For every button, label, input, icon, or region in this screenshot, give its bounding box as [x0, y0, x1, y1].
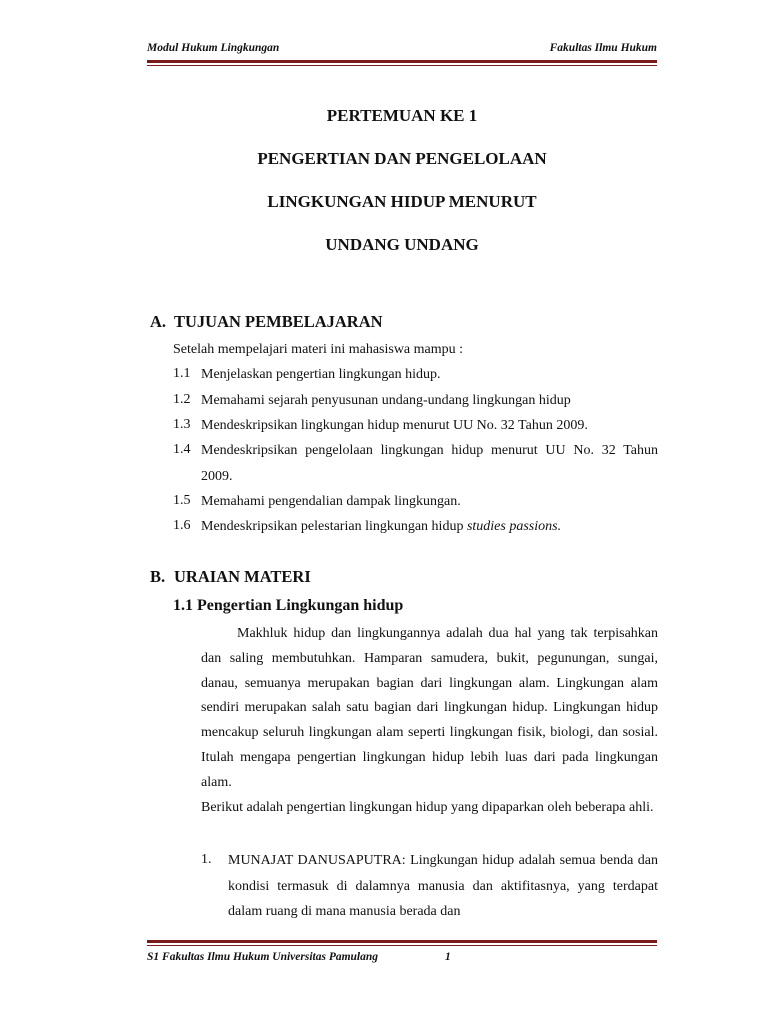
- chapter-title-line-3: UNDANG UNDANG: [325, 235, 479, 254]
- objective-number: 1.5: [173, 493, 191, 508]
- expert-item: [201, 848, 658, 925]
- objective-text: Memahami pengendalian dampak lingkungan.: [201, 494, 461, 509]
- header-module-title: Modul Hukum Lingkungan: [147, 42, 280, 54]
- objective-item: [173, 438, 658, 489]
- objective-number: 1.4: [173, 442, 191, 457]
- footer-institution: S1 Fakultas Ilmu Hukum Universitas Pamulang: [147, 951, 379, 963]
- objective-number: 1.2: [173, 392, 191, 407]
- body-paragraph: Makhluk hidup dan lingkungannya adalah dua hal yang tak terpisahkan dan saling membutuhkan. Hamparan samudera, bukit, pegunungan, sungai, danau, semuanya merupakan bagian dari lingkungan alam. Lingkungan alam sendiri merupakan salah satu bagian dari lingkungan hidup. Lingkungan hidup mencakup seluruh lingkungan alam seperti lingkungan fisik, biologi, dan sosial. Itulah mengapa pengertian lingkungan hidup lebih luas dari pada lingkungan alam.: [201, 626, 658, 790]
- section-b-title: URAIAN MATERI: [174, 567, 311, 586]
- objective-item: [173, 417, 658, 435]
- meeting-title: PERTEMUAN KE 1: [326, 106, 478, 125]
- page-header: [147, 42, 657, 54]
- expert-text: MUNAJAT DANUSAPUTRA: Lingkungan hidup adalah semua benda dan kondisi termasuk di dalamnya manusia dan aktifitasnya, yang terdapat dalam ruang di mana manusia berada dan: [228, 853, 658, 919]
- page-number: 1: [445, 951, 451, 963]
- body-paragraph: Berikut adalah pengertian lingkungan hidup yang dipaparkan oleh beberapa ahli.: [201, 800, 654, 815]
- objective-item: [173, 518, 658, 536]
- header-faculty: Fakultas Ilmu Hukum: [549, 42, 657, 54]
- objective-item: [173, 493, 658, 511]
- objective-text: Mendeskripsikan pengelolaan lingkungan hidup menurut UU No. 32 Tahun 2009.: [201, 443, 658, 484]
- section-b-letter: B.: [150, 567, 166, 586]
- objective-item: [173, 392, 658, 410]
- footer-rule: [147, 940, 657, 946]
- section-b-heading: [150, 567, 311, 587]
- objective-text: Mendeskripsikan lingkungan hidup menurut UU No. 32 Tahun 2009.: [201, 418, 588, 433]
- chapter-title-line-1: PENGERTIAN DAN PENGELOLAAN: [257, 149, 547, 168]
- section-a-letter: A.: [150, 312, 167, 331]
- subsection-heading: 1.1 Pengertian Lingkungan hidup: [173, 597, 404, 614]
- header-rule: [147, 60, 657, 66]
- chapter-title-line-2: LINGKUNGAN HIDUP MENURUT: [267, 192, 537, 211]
- objective-item: [173, 366, 658, 384]
- expert-number: 1.: [201, 852, 212, 867]
- objective-text: Mendeskripsikan pelestarian lingkungan hidup studies passions.: [201, 519, 562, 534]
- objective-italic-text: studies passions.: [466, 519, 562, 534]
- objective-text: Memahami sejarah penyusunan undang-undang lingkungan hidup: [201, 393, 571, 408]
- objectives-intro: Setelah mempelajari materi ini mahasiswa mampu :: [173, 342, 464, 357]
- section-a-title: TUJUAN PEMBELAJARAN: [174, 312, 383, 331]
- objective-number: 1.6: [173, 518, 191, 533]
- section-a-heading: [150, 312, 383, 332]
- objective-number: 1.3: [173, 417, 191, 432]
- objective-text: Menjelaskan pengertian lingkungan hidup.: [201, 367, 441, 382]
- objective-number: 1.1: [173, 366, 191, 381]
